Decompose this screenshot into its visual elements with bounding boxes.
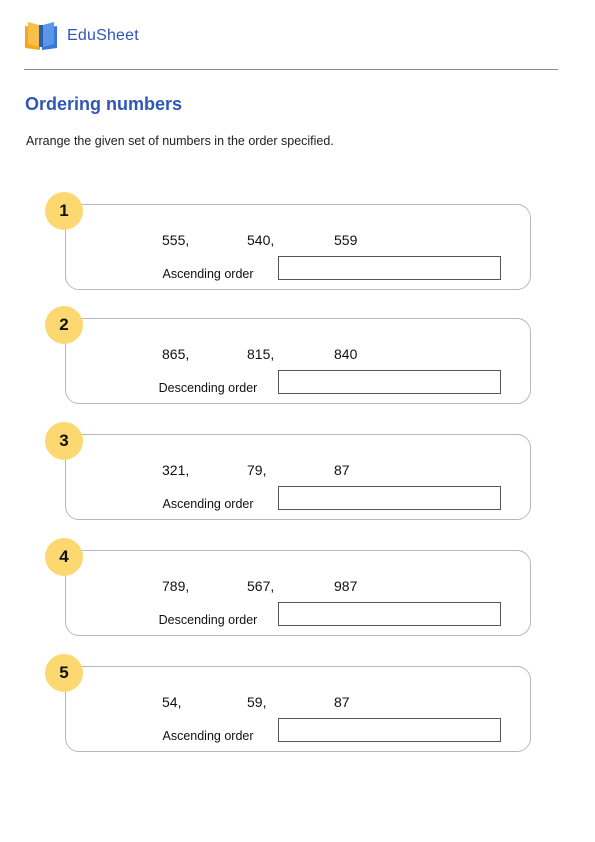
- answer-box[interactable]: [278, 370, 501, 394]
- order-label: Ascending order: [162, 497, 254, 511]
- order-label: Descending order: [158, 381, 258, 395]
- order-label: Ascending order: [162, 267, 254, 281]
- number-value: 865,: [162, 346, 190, 362]
- question-number-badge: 3: [45, 422, 83, 460]
- number-value: 59,: [247, 694, 267, 710]
- question-3: [45, 422, 531, 522]
- number-value: 79,: [247, 462, 267, 478]
- question-1: [45, 192, 531, 292]
- question-5: [45, 654, 531, 754]
- open-book-icon: [24, 20, 58, 52]
- number-value: 87: [334, 694, 350, 710]
- number-value: 321,: [162, 462, 190, 478]
- question-2: [45, 306, 531, 406]
- number-value: 987: [334, 578, 358, 594]
- order-label: Descending order: [158, 613, 258, 627]
- question-card: [65, 318, 531, 404]
- question-number-badge: 1: [45, 192, 83, 230]
- brand-name: EduSheet: [67, 27, 139, 44]
- answer-box[interactable]: [278, 718, 501, 742]
- question-card: [65, 434, 531, 520]
- number-value: 54,: [162, 694, 182, 710]
- number-value: 789,: [162, 578, 190, 594]
- question-4: [45, 538, 531, 638]
- question-number-badge: 5: [45, 654, 83, 692]
- header: [24, 20, 139, 52]
- question-number-badge: 4: [45, 538, 83, 576]
- number-value: 815,: [247, 346, 275, 362]
- order-label: Ascending order: [162, 729, 254, 743]
- number-value: 840: [334, 346, 358, 362]
- number-value: 567,: [247, 578, 275, 594]
- question-number-badge: 2: [45, 306, 83, 344]
- instructions: Arrange the given set of numbers in the order specified.: [26, 134, 334, 148]
- page-title: Ordering numbers: [25, 94, 183, 114]
- number-value: 540,: [247, 232, 275, 248]
- header-divider: [24, 69, 558, 70]
- question-card: [65, 204, 531, 290]
- answer-box[interactable]: [278, 602, 501, 626]
- number-value: 87: [334, 462, 350, 478]
- answer-box[interactable]: [278, 486, 501, 510]
- number-value: 559: [334, 232, 358, 248]
- number-value: 555,: [162, 232, 190, 248]
- question-card: [65, 666, 531, 752]
- answer-box[interactable]: [278, 256, 501, 280]
- question-card: [65, 550, 531, 636]
